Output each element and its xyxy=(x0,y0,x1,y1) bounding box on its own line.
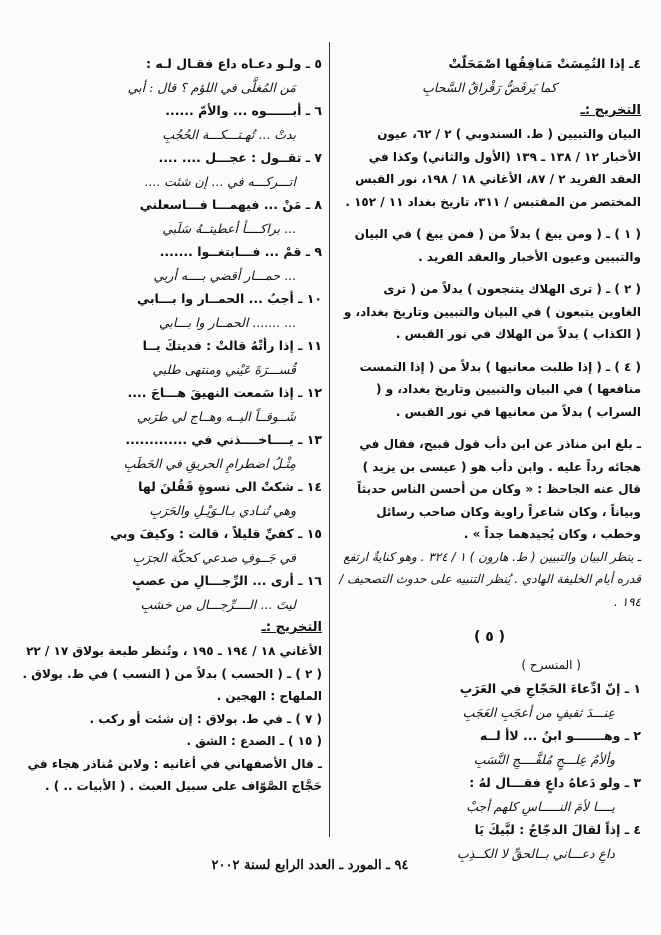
poem-verse-4b: داعِ دعـــاني بــالحقِّ لا الكــذِبِ xyxy=(457,845,615,861)
poem-line: ١٥ ـ كفيِّ قليلاً ، قالت : وكيفَ وبي xyxy=(110,526,322,541)
poem-line: ١٤ ـ شكتْ الى نسوةٍ فَقُلنَ لها xyxy=(138,479,322,494)
note-2: ( ٢ ) ـ ( ترى الهلاك يتنجعون ) بدلاً من ( ترى الغاوين يتبعون ) في البيان والتبيين وتاريخ بغداد، و ( الكذاب ) بدلاً من الهلاك في نور القبس . xyxy=(343,282,641,341)
poem-line: في جَــوفِ صدعي كحكّة الجرَبِ xyxy=(132,549,296,565)
poem-verse-2b: وألأمُ عِلـــجٍ مُلفَّــــجِ النَّسَبِ xyxy=(473,751,615,767)
poem-line: شَــوقــاً اليــه وهــاج لي طرَبي xyxy=(136,408,296,424)
page-footer: ٩٤ ـ المورد ـ العدد الرابع لسنة ٢٠٠٢ xyxy=(211,858,409,873)
poem-verse-1a: ١ ـ إنّ ادِّعاءَ الحَجّاجِ في العَرَبِ xyxy=(459,681,641,696)
section-number: ( ٥ ) xyxy=(473,629,506,645)
takhrij-heading-left: التخريج :ـ xyxy=(261,620,322,635)
poem-line: ... براكــــأ أعطيتــهُ سَلَبي xyxy=(162,220,296,236)
left-column xyxy=(22,52,322,798)
verse-4-line-1: ٤ـ إذا التُمِسَتْ مَنافِقُها اصْمَحَلّتْ xyxy=(448,56,641,71)
poem-line: ١٦ ـ أرى ... الرِّجـــالِ من عصبٍ xyxy=(131,573,322,588)
takhrij-line-3: الملهاج : الهجين . xyxy=(216,689,322,703)
poem-verse-2a: ٢ ـ وهـــــــو ابنُ ... لاأ لــه xyxy=(479,728,641,743)
poem-line: مِثْـلُ اضطرامِ الحريقِ في الحَطَبِ xyxy=(123,455,296,471)
poem-line: ٨ ـ مَنْ ... فيهمـــا فـــاسعلني xyxy=(139,197,322,212)
takhrij-line-2: ( ٢ ) ـ ( الحسب ) بدلاً من ( النسب ) في ط. بولاق . xyxy=(22,666,322,681)
story-paragraph: ـ بلغ ابن مناذر عن ابن دأب قول قبيح، فقال في هجائه رداً عليه . وابن دأب هو ( عيسى بن يزيد ) قال عنه الجاحظ : « وكان من أحسن الناس حديثاً وبياناً ، وكان شاعراً راوية وكان صاحب رسائل وخطب ، وكان يُجيدهما جداً » . xyxy=(357,437,641,541)
takhrij-heading: التخريج :ـ xyxy=(580,103,641,118)
poem-line: ١٢ ـ إذا سَمعت النهيقَ هـــاجَ .... xyxy=(127,385,322,400)
takhrij-paragraph: البيان والتبيين ( ط. السندوبي ) ٢ / ٦٢، عيون الأخبار ١٢ / ١٣٨ ـ ١٣٩ (الأول والثاني) وكذا في العقد الفريد ٢ / ٨٧، الأغاني ١٨ / ١٩٨، نور القبس المختصر من المقتبس / ٣١١، تاريخ بغداد ١١ / ١٥٢ . xyxy=(345,127,641,209)
takhrij-line-1: الأغاني ١٨ / ١٩٤ ـ ١٩٥ ، وتُنظر طبعة بولاق ١٧ / ٢٢ xyxy=(26,644,322,658)
poem-line: مَن المُغلَّى في اللؤم ؟ قال : أبي xyxy=(127,79,296,95)
poem-line: وهي تُنـادي بـالـوَيْـلِ والحَرَبِ xyxy=(149,502,296,518)
poem-line: ٩ ـ قمْ ... فـــابتغــوا ....... xyxy=(159,244,322,259)
note-4: ( ٤ ) ـ ( إذا طلبت معانيها ) بدلاً من ( إذا التمست منافعها ) في البيان والتبيين وتاريخ بغداد، و ( السراب ) بدلاً من معانيها في نور القبس . xyxy=(359,359,641,419)
reference-note: ـ ينظر البيان والتبيين ( ط. هارون ) ١ / ٣٢٤ . وهو كنايةٌ ارتفع قدره أيام الخليفة الهادي . يُنظر التنبيه على حدوث التصحيف / ١٩٤ . xyxy=(339,549,641,609)
poem-verse-4a: ٤ ـ إذاً لقالَ الدجّاجُ : لبَّيكَ يَا xyxy=(474,822,641,837)
poem-verse-1b: عِنـــدَ ثقيفٍ من أعجَبِ العَجَبِ xyxy=(462,704,615,720)
poem-line: بدتْ ... تُهـتـــكـــة الحُجُبِ xyxy=(162,126,296,142)
poem-meter: ( المنسرح ) xyxy=(521,658,581,672)
poem-verse-3b: يــــا لأمَ النـــــاسِ كلهم أجبْ xyxy=(466,798,615,814)
column-divider xyxy=(329,42,330,837)
poem-line: ٥ ـ ولـو دعـاه داع فقـال لـه : xyxy=(145,56,322,71)
poem-line: ١٣ ـ يــــاخــــذني في ............. xyxy=(125,432,322,447)
takhrij-line-6: ـ قال الأصفهاني في أغانيه : ولابن مُناذر هجاء في حَجَّاج الصَّوّاف على سبيل العبث . ( الأبيات .. ) . xyxy=(27,756,322,793)
poem-line: ٧ ـ تقــول : عجـــل .... .... xyxy=(158,150,322,165)
poem-line: ... ....... الحمــار وا بـــابي xyxy=(158,314,296,330)
poem-line: ليتَ ... الــــرِّجـــال من خشبِ xyxy=(140,596,296,612)
poem-line: قُســـرَةَ عَيْني ومنتهى طلبي xyxy=(152,361,296,377)
verse-4-line-2: كما يَرفَضُّ رَقْراقُ السَّحابِ xyxy=(422,79,557,95)
takhrij-line-4: ( ٧ ) ـ في ط. بولاق : إن شئت أو ركب . xyxy=(89,711,322,726)
right-column xyxy=(338,52,641,865)
poem-line: ١١ ـ إذا رأتْهُ قالتْ : فديتكَ يــا xyxy=(142,338,322,353)
poem-line: ١٠ ـ أجبُ ... الحمــار وا بـــابي xyxy=(137,291,322,306)
note-1: ( ١ ) ـ ( ومن يبغ ) بدلاً من ( فمن يبغ ) في البيان والتبيين وعيون الأخبار والعقد الفريد . xyxy=(354,227,641,264)
poem-line: اتـــركـــه في ... إن شئت .... xyxy=(144,173,296,189)
poem-line: ... حمـــار أقضي بــــه أربي xyxy=(153,267,296,283)
takhrij-line-5: ( ١٥ ) ـ الصدع : الشق . xyxy=(186,734,322,748)
poem-verse-3a: ٣ ـ ولو دَعاهُ داعٍ فقـــال لهُ : xyxy=(469,775,641,790)
poem-line: ٦ ـ أبــــــوه ... والأمّ ...... xyxy=(165,103,322,118)
